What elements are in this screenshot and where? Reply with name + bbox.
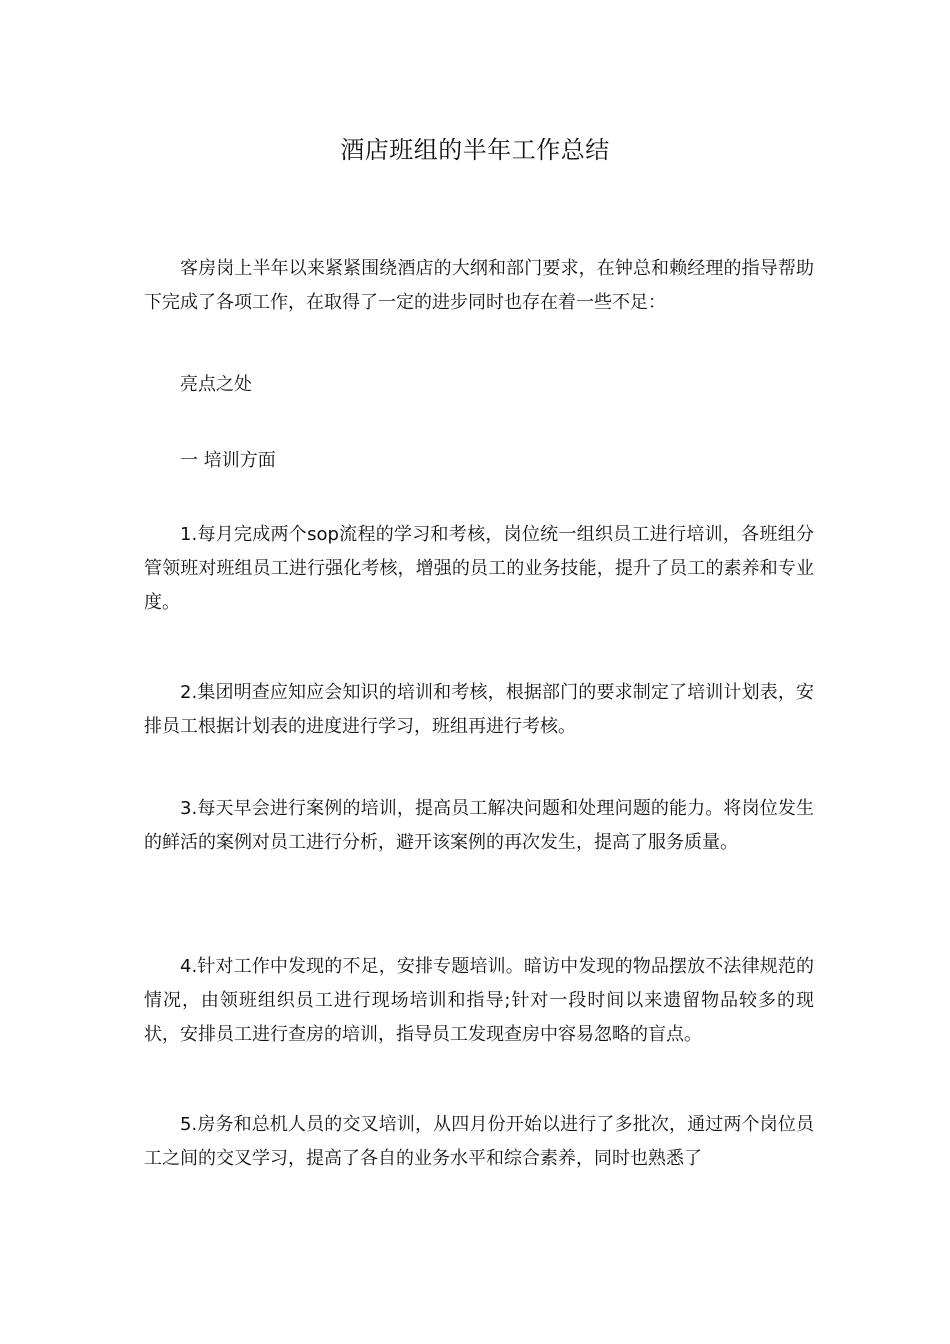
paragraph-training-heading: 一 培训方面 — [180, 450, 276, 471]
paragraph-item-4: 4.针对工作中发现的不足，安排专题培训。暗访中发现的物品摆放不法律规范的情况，由领班组织员工进行现场培训和指导;针对一段时间以来遗留物品较多的现状，安排员工进行查房的培训，指导员工发现查房中容易忽略的盲点。 — [144, 956, 814, 1045]
paragraph-intro: 客房岗上半年以来紧紧围绕酒店的大纲和部门要求，在钟总和赖经理的指导帮助下完成了各项工作，在取得了一定的进步同时也存在着一些不足： — [144, 258, 814, 313]
document-title: 酒店班组的半年工作总结 — [340, 136, 610, 164]
paragraph-item-1: 1.每月完成两个sop流程的学习和考核，岗位统一组织员工进行培训，各班组分管领班对班组员工进行强化考核，增强的员工的业务技能，提升了员工的素养和专业度。 — [144, 524, 814, 613]
paragraph-item-3: 3.每天早会进行案例的培训，提高员工解决问题和处理问题的能力。将岗位发生的鲜活的案例对员工进行分析，避开该案例的再次发生，提高了服务质量。 — [144, 798, 814, 853]
paragraph-highlights-heading: 亮点之处 — [180, 374, 252, 395]
paragraph-item-5: 5.房务和总机人员的交叉培训，从四月份开始以进行了多批次，通过两个岗位员工之间的交叉学习，提高了各自的业务水平和综合素养，同时也熟悉了 — [144, 1114, 814, 1169]
paragraph-item-2: 2.集团明查应知应会知识的培训和考核，根据部门的要求制定了培训计划表，安排员工根据计划表的进度进行学习，班组再进行考核。 — [144, 682, 814, 737]
